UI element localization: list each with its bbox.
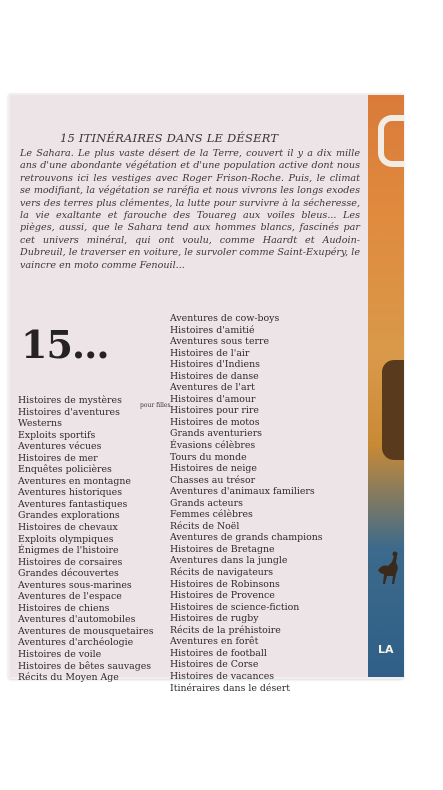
list-item: Histoires d'amour: [170, 393, 256, 405]
list-item: Aventures sous terre: [170, 336, 270, 348]
list-item: Tours du monde: [170, 451, 247, 463]
list-item: Aventures vécues: [18, 441, 102, 453]
list-item: Histoires de science-fiction: [170, 601, 300, 613]
list-item: Histoires de football: [170, 647, 267, 659]
camel-rider-icon: [374, 550, 402, 586]
list-item: Histoires de Robinsons: [170, 578, 280, 590]
list-item: Aventures de l'art: [170, 382, 255, 394]
list-item: Histoires d'aventures: [18, 406, 120, 418]
list-item: Histoires de corsaires: [18, 556, 123, 568]
list-item: Histoires de motos: [170, 416, 260, 428]
list-item: Aventures en forêt: [170, 636, 259, 648]
book-spine: [368, 95, 404, 677]
list-item: Histoires de voile: [18, 649, 102, 661]
list-item: Histoires d'amitié: [170, 324, 255, 336]
spine-dark-shape: [382, 360, 404, 460]
series-list-left: [18, 395, 171, 684]
list-item: Histoires de bêtes sauvages: [18, 660, 152, 672]
series-number-heading: 15...: [21, 322, 109, 367]
list-item: Récits du Moyen Age: [18, 672, 119, 684]
list-item: Exploits sportifs: [18, 429, 96, 441]
list-item: Récits de la préhistoire: [170, 624, 281, 636]
series-list-right: [170, 313, 323, 694]
spine-logo-mark: [378, 115, 404, 167]
list-item: Histoires de l'air: [170, 347, 250, 359]
list-item: Histoires de danse: [170, 370, 259, 382]
list-item: Histoires de chiens: [18, 602, 110, 614]
list-item: Aventures d'archéologie: [18, 637, 134, 649]
list-item: Évasions célèbres: [170, 440, 256, 452]
list-item: Histoires pour rire: [170, 405, 259, 417]
list-item: Exploits olympiques: [18, 533, 114, 545]
list-item: Itinéraires dans le désert: [170, 682, 291, 694]
list-item: Histoires de Provence: [170, 590, 275, 602]
list-item: Histoires de neige: [170, 463, 257, 475]
list-item: Chasses au trésor: [170, 474, 256, 486]
list-item: Récits de navigateurs: [170, 567, 274, 579]
list-item: Histoires de Bretagne: [170, 543, 275, 555]
list-item: Aventures en montagne: [18, 475, 131, 487]
spine-publisher-text: LA: [378, 643, 394, 656]
list-item: Enquêtes policières: [18, 464, 112, 476]
list-item: Récits de Noël: [170, 520, 240, 532]
list-item: Histoires de mer: [18, 452, 98, 464]
list-item: Histoires d'Indiens: [170, 359, 260, 371]
cover-subtitle: 15 ITINÉRAIRES DANS LE DÉSERT: [60, 131, 279, 145]
list-item: Aventures d'automobiles: [18, 614, 136, 626]
list-item: Aventures fantastiques: [18, 498, 128, 510]
list-item: Aventures sous-marines: [18, 579, 132, 591]
list-item: Histoires de mystères pour filles: [18, 395, 154, 407]
list-item: Histoires de Corse: [170, 659, 259, 671]
list-item: Grands acteurs: [170, 497, 243, 509]
list-item: Histoires de rugby: [170, 613, 259, 625]
list-item: Énigmes de l'histoire: [18, 545, 119, 557]
list-item: Grands aventuriers: [170, 428, 262, 440]
list-item: Aventures dans la jungle: [170, 555, 288, 567]
list-item: Grandes découvertes: [18, 568, 119, 580]
list-item: Histoires de chevaux: [18, 522, 118, 534]
list-item: Femmes célèbres: [170, 509, 253, 521]
list-note: pour filles: [140, 402, 171, 409]
list-item: Aventures de mousquetaires: [18, 625, 154, 637]
list-item: Aventures de grands champions: [170, 532, 323, 544]
list-item: Aventures de cow-boys: [170, 313, 280, 324]
list-item: Aventures de l'espace: [18, 591, 122, 603]
list-item: Aventures d'animaux familiers: [170, 486, 315, 498]
list-item: Aventures historiques: [18, 487, 123, 499]
list-item: Westerns: [18, 418, 62, 430]
list-item: Histoires de vacances: [170, 670, 275, 682]
list-item: Grandes explorations: [18, 510, 120, 522]
cover-intro-text: Le Sahara. Le plus vaste désert de la Terre, couvert il y a dix mille ans d'une abondante végétation et d'une population active dont nous retrouvons ici les vestiges avec Roger Frison-Roche. Puis, le climat se modifiant, la végétation se raréfia et nous vivrons les longs exodes vers des terres plus clémentes, la lutte pour survivre à la sécheresse, la vie exaltante et farouche des Touareg aux voiles bleus... Les pièges, aussi, que le Sahara tend aux hommes blancs, fascinés par cet univers minéral, qui ont voulu, comme Haardt et Audoin-Dubreuil, le traverser en voiture, le survoler comme Saint-Exupéry, le vaincre en moto comme Fenouil...: [20, 148, 360, 271]
